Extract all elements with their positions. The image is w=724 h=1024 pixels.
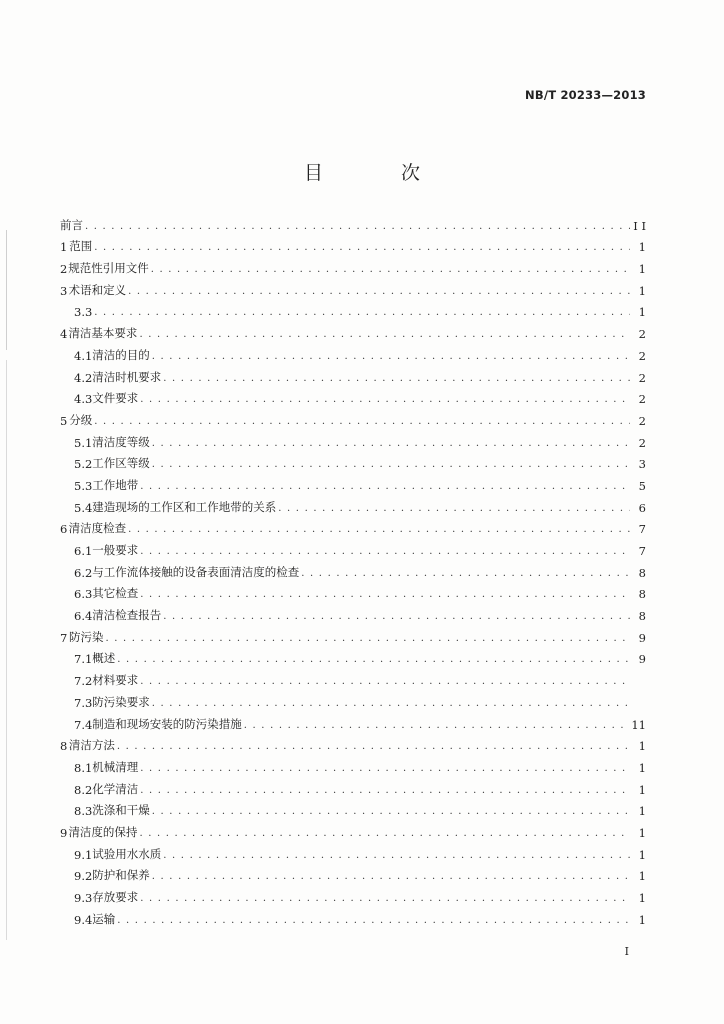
toc-entry[interactable] bbox=[60, 818, 646, 840]
toc-entry-page: 9 bbox=[638, 652, 646, 667]
toc-entry[interactable] bbox=[60, 732, 646, 754]
toc-entry-title: 建造现场的工作区和工作地带的关系 bbox=[92, 499, 277, 514]
toc-entry[interactable] bbox=[60, 341, 646, 363]
toc-entry[interactable] bbox=[60, 710, 646, 732]
toc-entry[interactable] bbox=[60, 580, 646, 602]
toc-entry[interactable] bbox=[60, 688, 646, 710]
toc-entry-title: 与工作流体接触的设备表面清洁度的检查 bbox=[92, 564, 300, 579]
dot-leader bbox=[140, 763, 630, 775]
toc-entry-title: 术语和定义 bbox=[68, 282, 127, 297]
toc-entry-page: I I bbox=[633, 218, 646, 233]
dot-leader bbox=[140, 676, 630, 688]
toc-entry-page: 1 bbox=[638, 825, 646, 840]
dot-leader bbox=[152, 871, 630, 883]
toc-entry-page: 1 bbox=[638, 305, 646, 320]
toc-entry-page: 9 bbox=[638, 630, 646, 645]
toc-entry-number: 6.1 bbox=[74, 544, 93, 558]
dot-leader bbox=[152, 438, 630, 450]
toc-entry-title: 运输 bbox=[92, 911, 116, 926]
toc-entry-number: 4.2 bbox=[74, 370, 93, 385]
toc-entry-number: 3.3 bbox=[74, 305, 93, 320]
toc-entry-title: 分级 bbox=[69, 412, 93, 427]
toc-entry[interactable] bbox=[60, 601, 646, 623]
toc-entry-number: 7.3 bbox=[74, 695, 93, 710]
toc-entry-title: 一般要求 bbox=[92, 543, 139, 557]
toc-entry-page: 7 bbox=[638, 544, 646, 558]
dot-leader bbox=[163, 611, 630, 623]
toc-entry-number: 8.3 bbox=[74, 804, 93, 819]
toc-entry-title: 防护和保养 bbox=[92, 868, 150, 883]
dot-leader bbox=[152, 459, 630, 471]
scan-edge-line bbox=[6, 360, 7, 940]
toc-entry-page: 2 bbox=[638, 348, 646, 363]
toc-entry-number: 4.1 bbox=[74, 348, 93, 363]
dot-leader bbox=[117, 915, 630, 927]
dot-leader bbox=[117, 654, 630, 666]
toc-entry-title: 工作区等级 bbox=[92, 456, 150, 471]
dot-leader bbox=[140, 893, 630, 905]
toc-entry[interactable] bbox=[60, 536, 646, 558]
toc-entry-number: 9.1 bbox=[74, 847, 93, 862]
toc-entry-title: 其它检查 bbox=[92, 586, 139, 601]
toc-entry-page: 1 bbox=[638, 240, 646, 255]
dot-leader bbox=[278, 503, 630, 515]
dot-leader bbox=[117, 741, 630, 753]
toc-entry[interactable] bbox=[60, 319, 646, 341]
toc-entry[interactable] bbox=[60, 298, 646, 320]
toc-entry-title: 前言 bbox=[60, 217, 83, 232]
page-title: 目 次 bbox=[303, 162, 457, 184]
toc-entry-number: 8.2 bbox=[74, 782, 93, 797]
toc-entry-page: 1 bbox=[638, 283, 646, 298]
document-code: NB/T 20233—2013 bbox=[525, 88, 646, 102]
toc-entry-title: 清洁方法 bbox=[68, 738, 115, 753]
toc-entry-page: 1 bbox=[638, 912, 646, 927]
toc-entry[interactable] bbox=[60, 623, 646, 645]
dot-leader bbox=[94, 242, 630, 254]
toc-entry-number: 6 bbox=[60, 522, 68, 537]
toc-entry-title: 防污染 bbox=[69, 629, 104, 644]
toc-entry-title: 制造和现场安装的防污染措施 bbox=[92, 716, 242, 731]
toc-entry[interactable] bbox=[60, 385, 646, 407]
toc-entry[interactable] bbox=[60, 775, 646, 797]
dot-leader bbox=[94, 307, 630, 319]
dot-leader bbox=[139, 329, 630, 341]
dot-leader bbox=[140, 785, 630, 797]
toc-entry-number: 5.1 bbox=[74, 435, 93, 450]
toc-entry-number: 3 bbox=[60, 283, 68, 298]
dot-leader bbox=[163, 373, 630, 385]
toc-entry-page: 1 bbox=[638, 739, 646, 754]
toc-entry-title: 概述 bbox=[92, 651, 116, 666]
toc-entry-page: 2 bbox=[638, 413, 646, 428]
toc-entry[interactable] bbox=[60, 905, 646, 927]
toc-entry-number: 4 bbox=[60, 327, 68, 342]
toc-entry-number: 8 bbox=[60, 739, 68, 754]
toc-entry-number: 1 bbox=[60, 240, 68, 255]
dot-leader bbox=[128, 286, 630, 298]
dot-leader bbox=[128, 524, 630, 536]
toc-entry[interactable] bbox=[60, 558, 646, 580]
toc-entry-page: 3 bbox=[638, 457, 646, 472]
dot-leader bbox=[163, 850, 630, 862]
toc-entry[interactable] bbox=[60, 666, 646, 688]
toc-entry-page: 1 bbox=[638, 891, 646, 905]
toc-entry-title: 洗涤和干燥 bbox=[92, 803, 150, 818]
toc-entry-page: 1 bbox=[638, 760, 646, 775]
toc-entry[interactable] bbox=[60, 233, 646, 255]
toc-entry[interactable] bbox=[60, 471, 646, 493]
toc-entry-title: 工作地带 bbox=[92, 477, 139, 492]
toc-entry-number: 6.4 bbox=[74, 609, 93, 624]
toc-entry-number: 4.3 bbox=[74, 392, 93, 407]
dot-leader bbox=[94, 416, 630, 428]
scan-edge-line bbox=[6, 230, 7, 350]
toc-entry-page: 2 bbox=[638, 327, 646, 342]
toc-entry-number: 9.4 bbox=[74, 912, 93, 927]
toc-entry-title: 化学清洁 bbox=[92, 781, 139, 796]
dot-leader bbox=[140, 481, 630, 493]
toc-entry-number: 5.3 bbox=[74, 478, 93, 493]
toc-entry[interactable] bbox=[60, 493, 646, 515]
toc-entry-page: 8 bbox=[638, 609, 646, 624]
toc-entry-number: 7.4 bbox=[74, 717, 93, 732]
page-number: I bbox=[624, 945, 629, 958]
dot-leader bbox=[140, 394, 630, 406]
dot-leader bbox=[140, 546, 630, 558]
toc-entry[interactable] bbox=[60, 862, 646, 884]
dot-leader bbox=[139, 828, 630, 840]
toc-entry-title: 清洁的目的 bbox=[92, 347, 150, 362]
toc-entry-number: 7.2 bbox=[74, 674, 93, 689]
toc-entry[interactable] bbox=[60, 883, 646, 905]
toc-entry-title: 清洁基本要求 bbox=[68, 326, 138, 341]
toc-entry-title: 材料要求 bbox=[92, 673, 139, 688]
toc-entry[interactable] bbox=[60, 753, 646, 775]
toc-entry-page: 2 bbox=[638, 392, 646, 407]
toc-entry-page: 1 bbox=[638, 262, 646, 277]
toc-entry-number: 9.2 bbox=[74, 869, 93, 884]
toc-entry-page: 2 bbox=[638, 370, 646, 385]
toc-entry-title: 清洁时机要求 bbox=[92, 369, 162, 384]
dot-leader bbox=[301, 568, 630, 580]
toc-entry-page: 2 bbox=[638, 435, 646, 450]
toc-entry-title: 清洁检查报告 bbox=[92, 608, 162, 623]
toc-entry-number: 7 bbox=[60, 630, 68, 645]
table-of-contents bbox=[60, 211, 646, 927]
dot-leader bbox=[106, 633, 630, 645]
toc-entry-number: 5.2 bbox=[74, 457, 93, 472]
toc-entry-title: 文件要求 bbox=[92, 391, 139, 406]
toc-entry-page: 11 bbox=[631, 717, 646, 732]
toc-entry-number: 5.4 bbox=[74, 500, 93, 515]
toc-entry-number: 2 bbox=[60, 262, 68, 277]
dot-leader bbox=[152, 698, 630, 710]
toc-entry-page: 1 bbox=[638, 804, 646, 819]
toc-entry[interactable] bbox=[60, 211, 646, 233]
toc-entry[interactable] bbox=[60, 797, 646, 819]
toc-entry-title: 机械清理 bbox=[92, 759, 139, 774]
toc-entry-title: 清洁度的保持 bbox=[68, 824, 138, 839]
toc-entry-page: 1 bbox=[638, 782, 646, 797]
toc-entry-page: 8 bbox=[638, 587, 646, 602]
toc-entry-number: 6.2 bbox=[74, 565, 93, 580]
toc-entry-title: 存放要求 bbox=[92, 890, 139, 904]
toc-entry-page: 1 bbox=[638, 847, 646, 862]
dot-leader bbox=[85, 221, 630, 233]
toc-entry-page: 6 bbox=[638, 500, 646, 515]
toc-entry[interactable] bbox=[60, 254, 646, 276]
toc-entry-title: 试验用水水质 bbox=[92, 846, 162, 861]
toc-entry[interactable] bbox=[60, 515, 646, 537]
dot-leader bbox=[244, 720, 630, 732]
toc-entry-title: 规范性引用文件 bbox=[68, 261, 149, 276]
toc-entry-page: 1 bbox=[638, 869, 646, 884]
dot-leader bbox=[151, 264, 630, 276]
toc-entry-number: 7.1 bbox=[74, 652, 93, 667]
toc-entry[interactable] bbox=[60, 428, 646, 450]
toc-entry[interactable] bbox=[60, 840, 646, 862]
toc-entry[interactable] bbox=[60, 645, 646, 667]
dot-leader bbox=[152, 351, 630, 363]
dot-leader bbox=[140, 589, 630, 601]
toc-entry-title: 防污染要求 bbox=[92, 694, 150, 709]
toc-entry-number: 6.3 bbox=[74, 587, 93, 602]
toc-entry-page: 5 bbox=[638, 478, 646, 493]
toc-entry-number: 8.1 bbox=[74, 760, 93, 775]
toc-entry-title: 清洁度检查 bbox=[68, 521, 127, 536]
toc-entry[interactable] bbox=[60, 276, 646, 298]
toc-entry-title: 范围 bbox=[69, 239, 93, 254]
toc-entry-number: 5 bbox=[60, 413, 68, 428]
toc-entry[interactable] bbox=[60, 450, 646, 472]
toc-entry[interactable] bbox=[60, 363, 646, 385]
dot-leader bbox=[152, 806, 630, 818]
toc-entry-page: 8 bbox=[638, 565, 646, 580]
toc-entry[interactable] bbox=[60, 406, 646, 428]
toc-entry-number: 9.3 bbox=[74, 891, 93, 905]
toc-entry-page: 7 bbox=[638, 522, 646, 537]
toc-entry-number: 9 bbox=[60, 825, 68, 840]
toc-entry-title: 清洁度等级 bbox=[92, 434, 150, 449]
